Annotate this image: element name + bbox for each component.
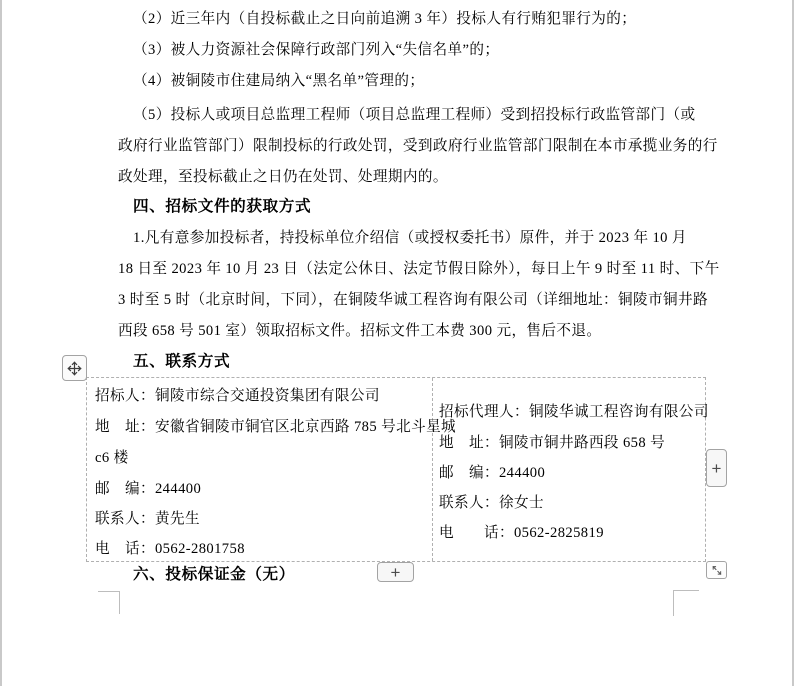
- section-heading-4: 四、招标文件的获取方式: [133, 198, 312, 215]
- table-cell-line: 招标人：铜陵市综合交通投资集团有限公司: [95, 388, 380, 404]
- body-line: （3）被人力资源社会保障行政部门列入“失信名单”的；: [133, 42, 500, 58]
- body-line: 18 日至 2023 年 10 月 23 日（法定公休日、法定节假日除外），每日上午 9 时至 11 时、下午: [118, 261, 720, 277]
- body-line: （2）近三年内（自投标截止之日向前追溯 3 年）投标人有行贿犯罪行为的；: [133, 11, 637, 27]
- plus-icon: +: [390, 562, 401, 582]
- section-heading-6: 六、投标保证金（无）: [133, 566, 295, 583]
- move-icon: [66, 360, 83, 377]
- plus-icon: +: [711, 458, 722, 478]
- body-line: （4）被铜陵市住建局纳入“黑名单”管理的；: [133, 73, 425, 89]
- body-line: 1.凡有意参加投标者，持投标单位介绍信（或授权委托书）原件，并于 2023 年 10 月: [133, 230, 687, 246]
- section-heading-5: 五、联系方式: [133, 353, 231, 370]
- page-margin-mark-left: [98, 591, 120, 614]
- table-cell-line: 联系人：徐女士: [439, 495, 544, 511]
- table-cell-line: 电 话：0562-2825819: [439, 525, 604, 541]
- body-line: （5）投标人或项目总监理工程师（项目总监理工程师）受到招投标行政监管部门（或: [133, 107, 696, 123]
- table-cell-line: 招标代理人：铜陵华诚工程咨询有限公司: [439, 404, 709, 420]
- contact-table[interactable]: [86, 377, 709, 562]
- resize-diagonal-icon: [711, 565, 723, 576]
- table-cell-line: 联系人：黄先生: [95, 511, 200, 527]
- table-cell-line: 地 址：铜陵市铜井路西段 658 号: [439, 435, 666, 451]
- body-line: 政处理，至投标截止之日仍在处罚、处理期内的。: [118, 169, 448, 185]
- table-column-divider: [432, 378, 433, 561]
- table-cell-line: 邮 编：244400: [439, 465, 546, 481]
- page-edge-left: [0, 0, 2, 686]
- table-move-handle[interactable]: [62, 355, 87, 381]
- table-cell-line: 地 址：安徽省铜陵市铜官区北京西路 785 号北斗星城: [95, 419, 457, 435]
- insert-column-button[interactable]: [706, 449, 727, 487]
- table-cell-line: c6 楼: [95, 450, 129, 466]
- table-cell-line: 电 话：0562-2801758: [95, 541, 245, 557]
- table-resize-handle[interactable]: [706, 561, 727, 579]
- page-margin-mark-right: [673, 590, 699, 616]
- body-line: 3 时至 5 时（北京时间，下同），在铜陵华诚工程咨询有限公司（详细地址：铜陵市铜井路: [118, 292, 709, 308]
- body-line: 西段 658 号 501 室）领取招标文件。招标文件工本费 300 元，售后不退。: [118, 323, 602, 339]
- body-line: 政府行业监管部门）限制投标的行政处罚，受到政府行业监管部门限制在本市承揽业务的行: [118, 138, 718, 154]
- insert-row-button[interactable]: [377, 562, 414, 582]
- table-cell-line: 邮 编：244400: [95, 481, 202, 497]
